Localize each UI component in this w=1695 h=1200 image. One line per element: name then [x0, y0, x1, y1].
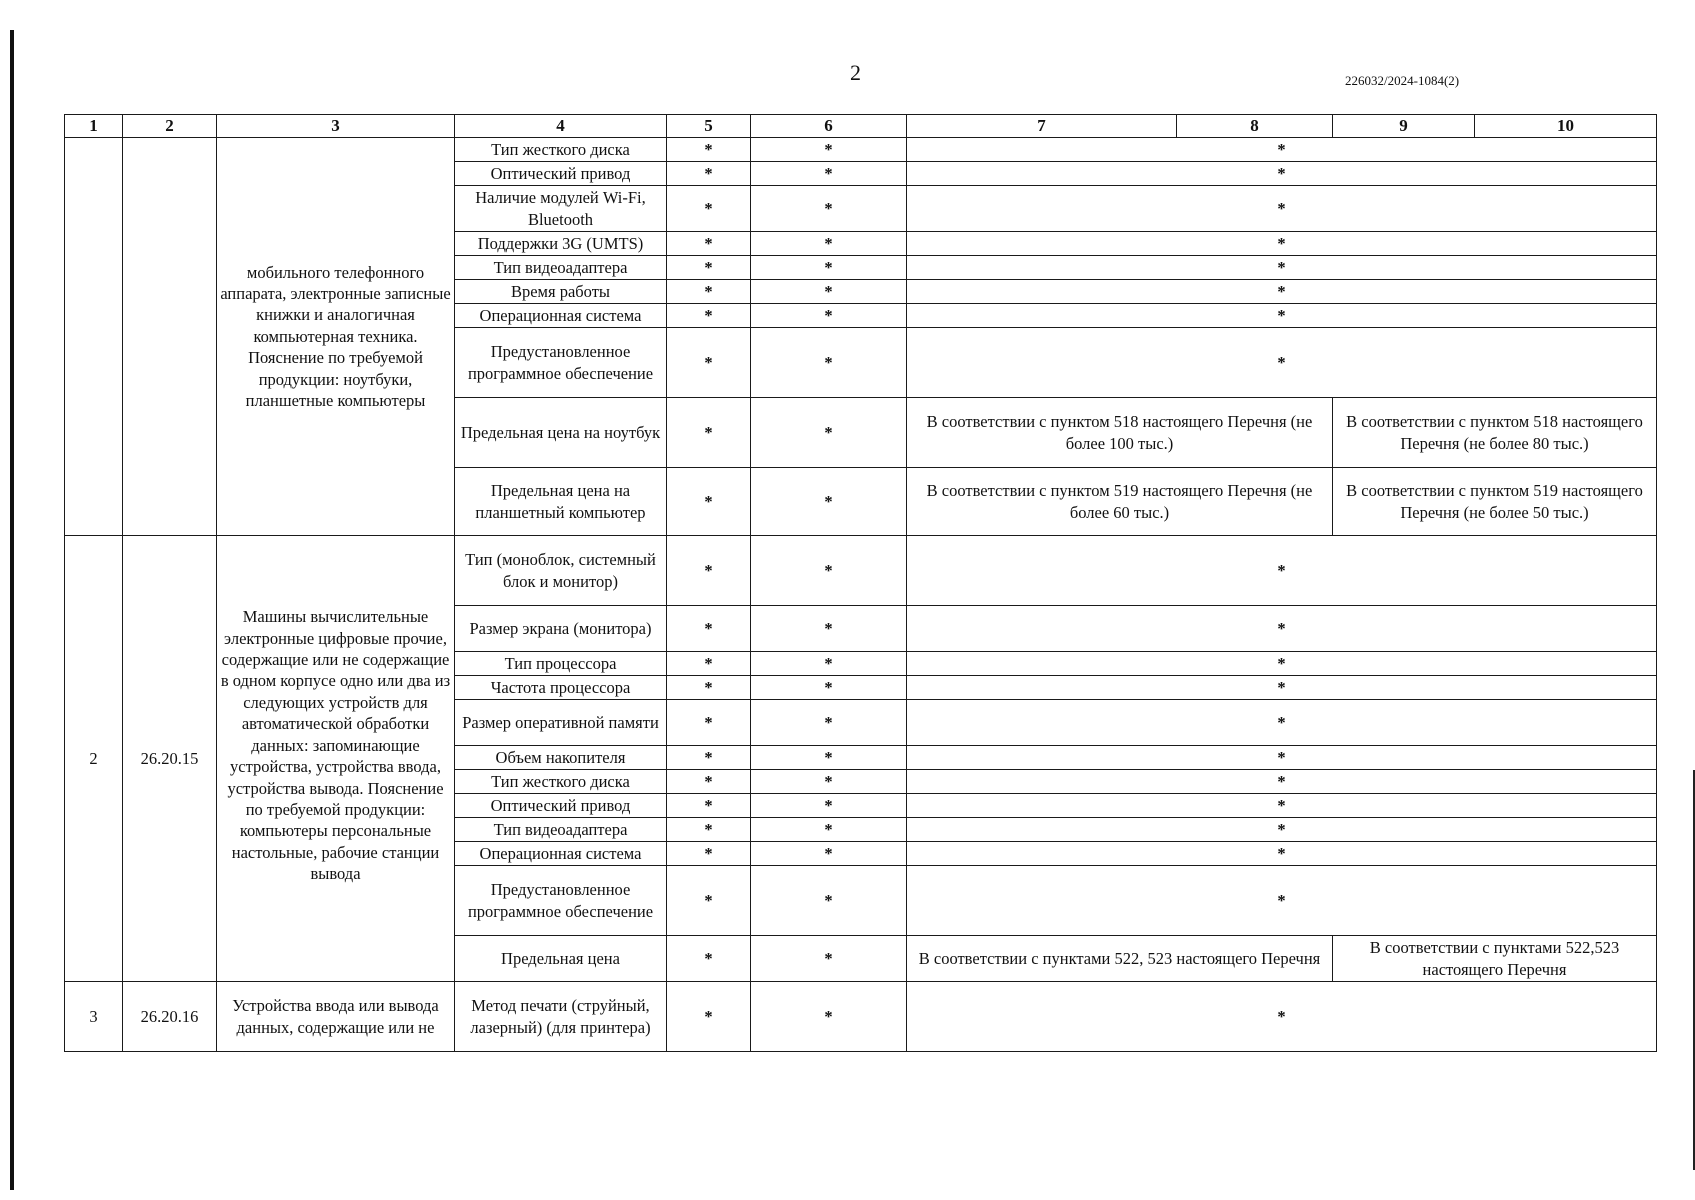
star-cell: *: [667, 770, 751, 794]
star-cell: *: [667, 232, 751, 256]
star-cell: *: [667, 162, 751, 186]
item-description: Устройства ввода или вывода данных, содержащие или не: [217, 982, 455, 1052]
star-cell: *: [907, 794, 1657, 818]
star-cell: *: [667, 138, 751, 162]
star-cell: *: [907, 770, 1657, 794]
header-row: [65, 115, 1657, 138]
star-cell: *: [907, 842, 1657, 866]
price-reference-other: В соответствии с пунктом 518 настоящего Перечня (не более 80 тыс.): [1333, 398, 1657, 468]
characteristic: Время работы: [455, 280, 667, 304]
star-cell: *: [751, 280, 907, 304]
star-cell: *: [667, 606, 751, 652]
star-cell: *: [667, 652, 751, 676]
star-cell: *: [751, 936, 907, 982]
star-cell: *: [751, 536, 907, 606]
star-cell: *: [667, 468, 751, 536]
scan-border-left: [10, 30, 14, 1190]
characteristic: Оптический привод: [455, 794, 667, 818]
page-number: 2: [850, 60, 861, 85]
header-col-8: 8: [1177, 115, 1333, 138]
star-cell: *: [751, 232, 907, 256]
star-cell: *: [907, 280, 1657, 304]
characteristic: Тип процессора: [455, 652, 667, 676]
star-cell: *: [667, 842, 751, 866]
star-cell: *: [667, 676, 751, 700]
star-cell: *: [907, 746, 1657, 770]
characteristic: Наличие модулей Wi-Fi, Bluetooth: [455, 186, 667, 232]
characteristic: Тип (моноблок, системный блок и монитор): [455, 536, 667, 606]
price-reference-other: В соответствии с пунктами 522,523 настоящего Перечня: [1333, 936, 1657, 982]
row-number: 2: [65, 536, 123, 982]
characteristic: Объем накопителя: [455, 746, 667, 770]
star-cell: *: [907, 328, 1657, 398]
star-cell: *: [667, 818, 751, 842]
star-cell: *: [907, 982, 1657, 1052]
star-cell: *: [907, 536, 1657, 606]
characteristic: Тип видеоадаптера: [455, 818, 667, 842]
star-cell: *: [667, 982, 751, 1052]
characteristic: Частота процессора: [455, 676, 667, 700]
characteristic: Тип жесткого диска: [455, 770, 667, 794]
okpd-code: 26.20.15: [123, 536, 217, 982]
characteristic: Предустановленное программное обеспечение: [455, 328, 667, 398]
characteristic: Предельная цена на планшетный компьютер: [455, 468, 667, 536]
star-cell: *: [751, 770, 907, 794]
star-cell: *: [751, 700, 907, 746]
star-cell: *: [667, 328, 751, 398]
price-reference-main: В соответствии с пунктом 519 настоящего Перечня (не более 60 тыс.): [907, 468, 1333, 536]
star-cell: *: [751, 162, 907, 186]
star-cell: *: [751, 328, 907, 398]
characteristic: Операционная система: [455, 842, 667, 866]
star-cell: *: [667, 866, 751, 936]
star-cell: *: [667, 304, 751, 328]
okpd-code: [123, 138, 217, 536]
item-description: мобильного телефонного аппарата, электронные записные книжки и аналогичная компьютерная техника. Пояснение по требуемой продукции: ноутбуки, планшетные компьютеры: [217, 138, 455, 536]
star-cell: *: [907, 186, 1657, 232]
star-cell: *: [667, 256, 751, 280]
star-cell: *: [907, 162, 1657, 186]
star-cell: *: [751, 982, 907, 1052]
star-cell: *: [751, 842, 907, 866]
header-col-7: 7: [907, 115, 1177, 138]
star-cell: *: [751, 866, 907, 936]
table-row: [65, 138, 1657, 162]
header-col-4: 4: [455, 115, 667, 138]
star-cell: *: [751, 398, 907, 468]
header-col-10: 10: [1475, 115, 1657, 138]
characteristic: Тип жесткого диска: [455, 138, 667, 162]
characteristic: Предельная цена: [455, 936, 667, 982]
star-cell: *: [667, 936, 751, 982]
star-cell: *: [907, 700, 1657, 746]
characteristic: Размер оперативной памяти: [455, 700, 667, 746]
characteristic: Размер экрана (монитора): [455, 606, 667, 652]
star-cell: *: [667, 700, 751, 746]
characteristic: Поддержки 3G (UMTS): [455, 232, 667, 256]
item-description: Машины вычислительные электронные цифровые прочие, содержащие или не содержащие в одном корпусе одно или два из следующих устройств для автоматической обработки данных: запоминающие устройства, устройства ввода, устройства вывода. Пояснение по требуемой продукции: компьютеры персональные настольные, рабочие станции вывода: [217, 536, 455, 982]
row-number: [65, 138, 123, 536]
star-cell: *: [907, 232, 1657, 256]
star-cell: *: [907, 676, 1657, 700]
star-cell: *: [907, 606, 1657, 652]
star-cell: *: [907, 818, 1657, 842]
header-col-3: 3: [217, 115, 455, 138]
star-cell: *: [907, 866, 1657, 936]
table-row: [65, 982, 1657, 1052]
star-cell: *: [907, 138, 1657, 162]
star-cell: *: [751, 652, 907, 676]
star-cell: *: [667, 536, 751, 606]
table-row: [65, 536, 1657, 606]
price-reference-main: В соответствии с пунктами 522, 523 настоящего Перечня: [907, 936, 1333, 982]
header-col-1: 1: [65, 115, 123, 138]
characteristic: Предельная цена на ноутбук: [455, 398, 667, 468]
star-cell: *: [751, 256, 907, 280]
characteristics-table: [64, 114, 1657, 1052]
star-cell: *: [751, 794, 907, 818]
okpd-code: 26.20.16: [123, 982, 217, 1052]
characteristic: Оптический привод: [455, 162, 667, 186]
star-cell: *: [907, 652, 1657, 676]
header-col-2: 2: [123, 115, 217, 138]
row-number: 3: [65, 982, 123, 1052]
characteristic: Операционная система: [455, 304, 667, 328]
star-cell: *: [751, 746, 907, 770]
star-cell: *: [751, 818, 907, 842]
star-cell: *: [751, 138, 907, 162]
header-col-6: 6: [751, 115, 907, 138]
document-id: 226032/2024-1084(2): [1345, 73, 1460, 88]
star-cell: *: [751, 304, 907, 328]
star-cell: *: [751, 676, 907, 700]
header-col-9: 9: [1333, 115, 1475, 138]
star-cell: *: [907, 256, 1657, 280]
star-cell: *: [667, 280, 751, 304]
header-col-5: 5: [667, 115, 751, 138]
star-cell: *: [667, 794, 751, 818]
star-cell: *: [907, 304, 1657, 328]
star-cell: *: [751, 606, 907, 652]
price-reference-main: В соответствии с пунктом 518 настоящего Перечня (не более 100 тыс.): [907, 398, 1333, 468]
characteristic: Тип видеоадаптера: [455, 256, 667, 280]
price-reference-other: В соответствии с пунктом 519 настоящего Перечня (не более 50 тыс.): [1333, 468, 1657, 536]
star-cell: *: [751, 186, 907, 232]
star-cell: *: [667, 746, 751, 770]
star-cell: *: [667, 398, 751, 468]
characteristic: Метод печати (струйный, лазерный) (для принтера): [455, 982, 667, 1052]
star-cell: *: [667, 186, 751, 232]
characteristic: Предустановленное программное обеспечение: [455, 866, 667, 936]
star-cell: *: [751, 468, 907, 536]
